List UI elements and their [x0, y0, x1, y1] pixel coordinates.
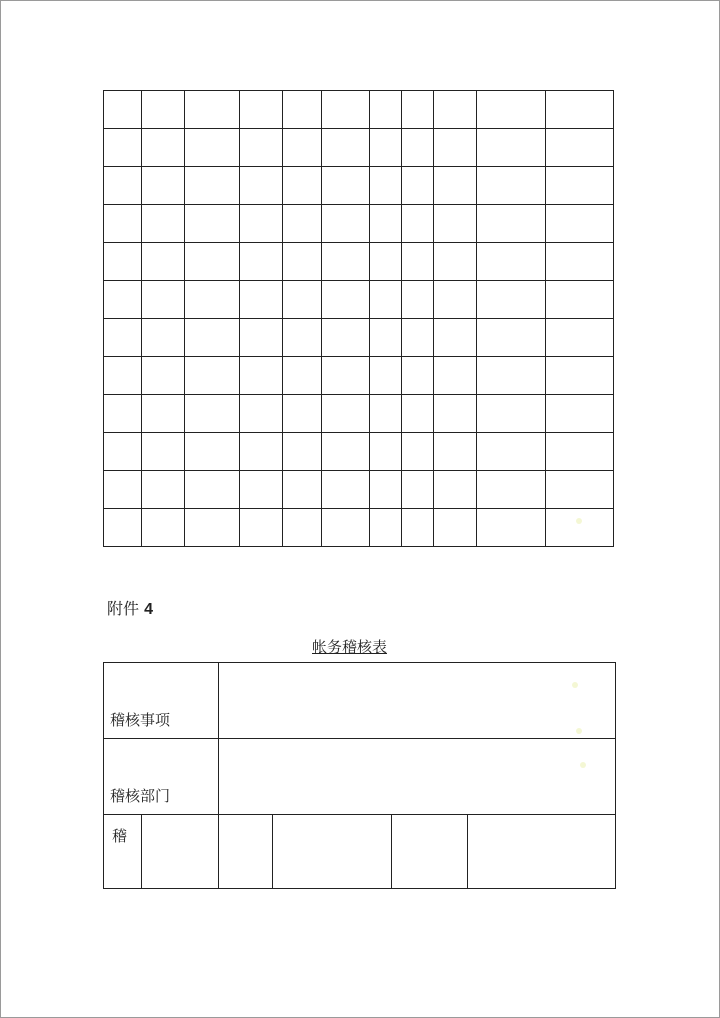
grid-cell[interactable]: [283, 395, 322, 433]
grid-cell[interactable]: [477, 91, 546, 129]
grid-cell[interactable]: [477, 509, 546, 547]
grid-row: [104, 205, 614, 243]
grid-cell[interactable]: [283, 281, 322, 319]
grid-row: [104, 91, 614, 129]
grid-cell[interactable]: [546, 167, 614, 205]
grid-cell[interactable]: [104, 433, 142, 471]
grid-cell[interactable]: [370, 281, 402, 319]
form-title: 帐务稽核表: [312, 638, 388, 656]
grid-cell[interactable]: [370, 395, 402, 433]
grid-cell[interactable]: [283, 471, 322, 509]
grid-cell[interactable]: [104, 167, 142, 205]
audit-item-value[interactable]: [219, 663, 616, 739]
grid-cell[interactable]: [370, 319, 402, 357]
grid-cell[interactable]: [402, 243, 434, 281]
grid-cell[interactable]: [142, 243, 185, 281]
grid-cell[interactable]: [240, 243, 283, 281]
audit-cell[interactable]: [142, 815, 219, 889]
grid-cell[interactable]: [434, 395, 477, 433]
grid-cell[interactable]: [546, 509, 614, 547]
grid-cell[interactable]: [142, 433, 185, 471]
grid-cell[interactable]: [240, 357, 283, 395]
grid-row: [104, 471, 614, 509]
grid-row: [104, 167, 614, 205]
grid-cell[interactable]: [402, 91, 434, 129]
grid-cell[interactable]: [185, 433, 240, 471]
grid-cell[interactable]: [370, 433, 402, 471]
grid-row: [104, 319, 614, 357]
grid-cell[interactable]: [370, 205, 402, 243]
grid-cell[interactable]: [322, 281, 370, 319]
grid-row: [104, 509, 614, 547]
grid-cell[interactable]: [434, 357, 477, 395]
grid-cell[interactable]: [240, 91, 283, 129]
grid-cell[interactable]: [370, 509, 402, 547]
grid-cell[interactable]: [185, 91, 240, 129]
grid-cell[interactable]: [283, 205, 322, 243]
grid-cell[interactable]: [546, 471, 614, 509]
grid-cell[interactable]: [370, 243, 402, 281]
grid-cell[interactable]: [434, 129, 477, 167]
grid-cell[interactable]: [477, 395, 546, 433]
grid-cell[interactable]: [434, 243, 477, 281]
grid-cell[interactable]: [240, 395, 283, 433]
grid-cell[interactable]: [322, 357, 370, 395]
stain-mark: [580, 762, 586, 768]
audit-department-value[interactable]: [219, 739, 616, 815]
grid-row: [104, 357, 614, 395]
grid-cell[interactable]: [322, 395, 370, 433]
grid-cell[interactable]: [370, 167, 402, 205]
grid-cell[interactable]: [402, 357, 434, 395]
grid-cell[interactable]: [322, 129, 370, 167]
stain-mark: [576, 728, 582, 734]
grid-cell[interactable]: [477, 167, 546, 205]
grid-cell[interactable]: [240, 471, 283, 509]
grid-cell[interactable]: [546, 281, 614, 319]
grid-cell[interactable]: [434, 91, 477, 129]
grid-cell[interactable]: [283, 243, 322, 281]
grid-cell[interactable]: [185, 167, 240, 205]
grid-cell[interactable]: [546, 433, 614, 471]
grid-cell[interactable]: [240, 319, 283, 357]
grid-cell[interactable]: [402, 167, 434, 205]
grid-cell[interactable]: [546, 243, 614, 281]
grid-cell[interactable]: [104, 471, 142, 509]
grid-cell[interactable]: [142, 509, 185, 547]
blank-grid-body: [104, 91, 614, 547]
grid-cell[interactable]: [477, 243, 546, 281]
grid-cell[interactable]: [240, 281, 283, 319]
grid-cell[interactable]: [434, 205, 477, 243]
grid-cell[interactable]: [104, 319, 142, 357]
grid-cell[interactable]: [240, 167, 283, 205]
grid-cell[interactable]: [185, 319, 240, 357]
grid-cell[interactable]: [434, 471, 477, 509]
audit-third-row-label: 稽: [104, 815, 142, 889]
grid-cell[interactable]: [185, 471, 240, 509]
grid-cell[interactable]: [322, 167, 370, 205]
grid-cell[interactable]: [402, 319, 434, 357]
grid-cell[interactable]: [185, 509, 240, 547]
grid-cell[interactable]: [477, 205, 546, 243]
grid-cell[interactable]: [104, 395, 142, 433]
grid-cell[interactable]: [402, 281, 434, 319]
audit-department-row: [104, 739, 616, 815]
grid-cell[interactable]: [104, 509, 142, 547]
audit-cell[interactable]: [468, 815, 616, 889]
grid-cell[interactable]: [322, 509, 370, 547]
grid-cell[interactable]: [322, 319, 370, 357]
grid-cell[interactable]: [283, 167, 322, 205]
grid-cell[interactable]: [104, 129, 142, 167]
grid-cell[interactable]: [185, 205, 240, 243]
grid-cell[interactable]: [434, 281, 477, 319]
audit-department-label: 稽核部门: [104, 739, 219, 815]
grid-row: [104, 433, 614, 471]
grid-cell[interactable]: [185, 129, 240, 167]
grid-cell[interactable]: [434, 167, 477, 205]
grid-cell[interactable]: [402, 471, 434, 509]
audit-cell[interactable]: [219, 815, 273, 889]
grid-cell[interactable]: [546, 357, 614, 395]
grid-cell[interactable]: [434, 319, 477, 357]
grid-cell[interactable]: [477, 319, 546, 357]
attachment-label-text: 附件: [107, 599, 140, 618]
grid-cell[interactable]: [283, 319, 322, 357]
grid-cell[interactable]: [370, 471, 402, 509]
grid-cell[interactable]: [477, 433, 546, 471]
stain-mark: [572, 682, 578, 688]
grid-row: [104, 129, 614, 167]
attachment-number: 4: [144, 601, 154, 618]
grid-cell[interactable]: [546, 91, 614, 129]
grid-cell[interactable]: [142, 281, 185, 319]
stain-mark: [576, 518, 582, 524]
grid-cell[interactable]: [477, 281, 546, 319]
audit-cell[interactable]: [392, 815, 468, 889]
grid-cell[interactable]: [142, 357, 185, 395]
grid-cell[interactable]: [477, 129, 546, 167]
grid-cell[interactable]: [240, 433, 283, 471]
grid-cell[interactable]: [104, 243, 142, 281]
grid-cell[interactable]: [142, 91, 185, 129]
grid-cell[interactable]: [240, 205, 283, 243]
grid-row: [104, 281, 614, 319]
audit-item-row: [104, 663, 616, 739]
grid-cell[interactable]: [322, 243, 370, 281]
grid-cell[interactable]: [402, 129, 434, 167]
grid-cell[interactable]: [402, 509, 434, 547]
audit-third-row: [104, 815, 616, 889]
grid-row: [104, 395, 614, 433]
grid-cell[interactable]: [434, 509, 477, 547]
grid-cell[interactable]: [283, 433, 322, 471]
grid-cell[interactable]: [370, 129, 402, 167]
grid-cell[interactable]: [546, 129, 614, 167]
grid-cell[interactable]: [322, 91, 370, 129]
grid-cell[interactable]: [402, 205, 434, 243]
grid-cell[interactable]: [185, 395, 240, 433]
grid-cell[interactable]: [240, 129, 283, 167]
grid-cell[interactable]: [104, 205, 142, 243]
grid-cell[interactable]: [142, 205, 185, 243]
grid-cell[interactable]: [283, 129, 322, 167]
grid-cell[interactable]: [104, 281, 142, 319]
grid-cell[interactable]: [142, 395, 185, 433]
grid-cell[interactable]: [142, 129, 185, 167]
grid-cell[interactable]: [283, 91, 322, 129]
grid-cell[interactable]: [185, 357, 240, 395]
grid-cell[interactable]: [142, 319, 185, 357]
grid-cell[interactable]: [434, 433, 477, 471]
grid-cell[interactable]: [477, 471, 546, 509]
grid-cell[interactable]: [104, 91, 142, 129]
grid-row: [104, 243, 614, 281]
grid-cell[interactable]: [104, 357, 142, 395]
grid-cell[interactable]: [185, 281, 240, 319]
grid-cell[interactable]: [322, 205, 370, 243]
grid-cell[interactable]: [283, 357, 322, 395]
audit-cell[interactable]: [273, 815, 392, 889]
blank-grid-table: [103, 90, 614, 547]
grid-cell[interactable]: [322, 471, 370, 509]
grid-cell[interactable]: [477, 357, 546, 395]
grid-cell[interactable]: [546, 395, 614, 433]
grid-cell[interactable]: [402, 395, 434, 433]
audit-item-label: 稽核事项: [104, 663, 219, 739]
grid-cell[interactable]: [142, 471, 185, 509]
grid-cell[interactable]: [322, 433, 370, 471]
attachment-label: [107, 596, 153, 619]
audit-form-table: [103, 662, 616, 889]
grid-cell[interactable]: [402, 433, 434, 471]
grid-cell[interactable]: [240, 509, 283, 547]
grid-cell[interactable]: [370, 91, 402, 129]
grid-cell[interactable]: [546, 205, 614, 243]
grid-cell[interactable]: [185, 243, 240, 281]
grid-cell[interactable]: [546, 319, 614, 357]
grid-cell[interactable]: [142, 167, 185, 205]
grid-cell[interactable]: [370, 357, 402, 395]
grid-cell[interactable]: [283, 509, 322, 547]
